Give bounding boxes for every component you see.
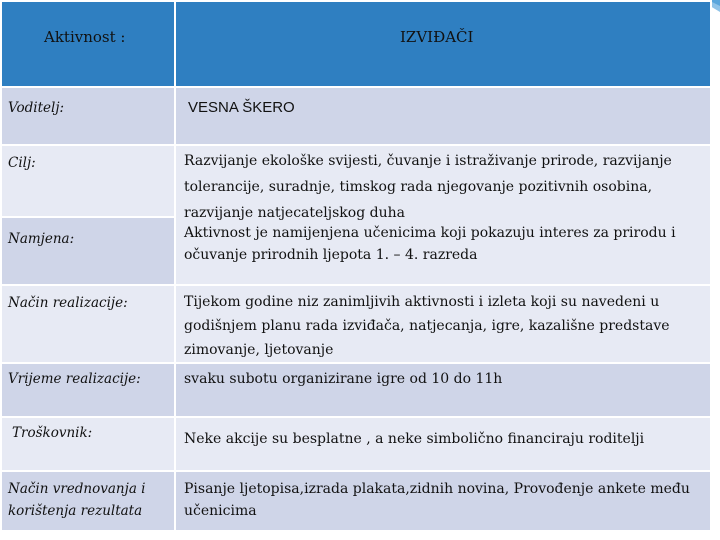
vrednovanje-label: Način vrednovanja i korištenja rezultata: [8, 481, 146, 519]
voditelj-value: VESNA ŠKERO: [188, 99, 295, 116]
nacin-realizacije-label: Način realizacije:: [8, 295, 128, 311]
row-troskovnik: [1, 417, 711, 471]
namjena-label: Namjena:: [8, 231, 75, 247]
troskovnik-label: Troškovnik:: [12, 425, 93, 441]
troskovnik-value: Neke akcije su besplatne , a neke simbolično financiraju roditelji: [184, 431, 645, 447]
header-value-cell: [175, 1, 711, 87]
activity-label: Aktivnost :: [44, 28, 126, 46]
vrijeme-realizacije-value: svaku subotu organizirane igre od 10 do 11h: [184, 371, 503, 387]
activity-name: IZVIĐAČI: [400, 28, 474, 46]
row-cilj: [1, 145, 711, 217]
voditelj-label: Voditelj:: [8, 100, 65, 116]
vrednovanje-value: Pisanje ljetopisa,izrada plakata,zidnih novina, Provođenje ankete među učenicima: [184, 481, 690, 519]
namjena-value: Aktivnost je namijenjena učenicima koji pokazuju interes za prirodu i očuvanje prirodnih ljepota 1. – 4. razreda: [184, 225, 676, 263]
row-vrijeme-realizacije: [1, 363, 711, 417]
cilj-value: Razvijanje ekološke svijesti, čuvanje i istraživanje prirode, razvijanje tolerancije, suradnje, timskog rada njegovanje pozitivnih osobina, razvijanje natjecateljskog duha: [184, 153, 672, 221]
vrijeme-realizacije-label: Vrijeme realizacije:: [8, 371, 141, 387]
header-row: [1, 1, 711, 87]
cilj-label: Cilj:: [8, 155, 36, 171]
nacin-realizacije-value: Tijekom godine niz zanimljivih aktivnosti i izleta koji su navedeni u godišnjem planu rada izviđača, natjecanja, igre, kazališne predstave zimovanje, ljetovanje: [184, 294, 670, 358]
header-label-cell: [1, 1, 175, 87]
row-nacin-realizacije: [1, 285, 711, 363]
row-voditelj: [1, 87, 711, 145]
row-vrednovanje: [1, 471, 711, 531]
